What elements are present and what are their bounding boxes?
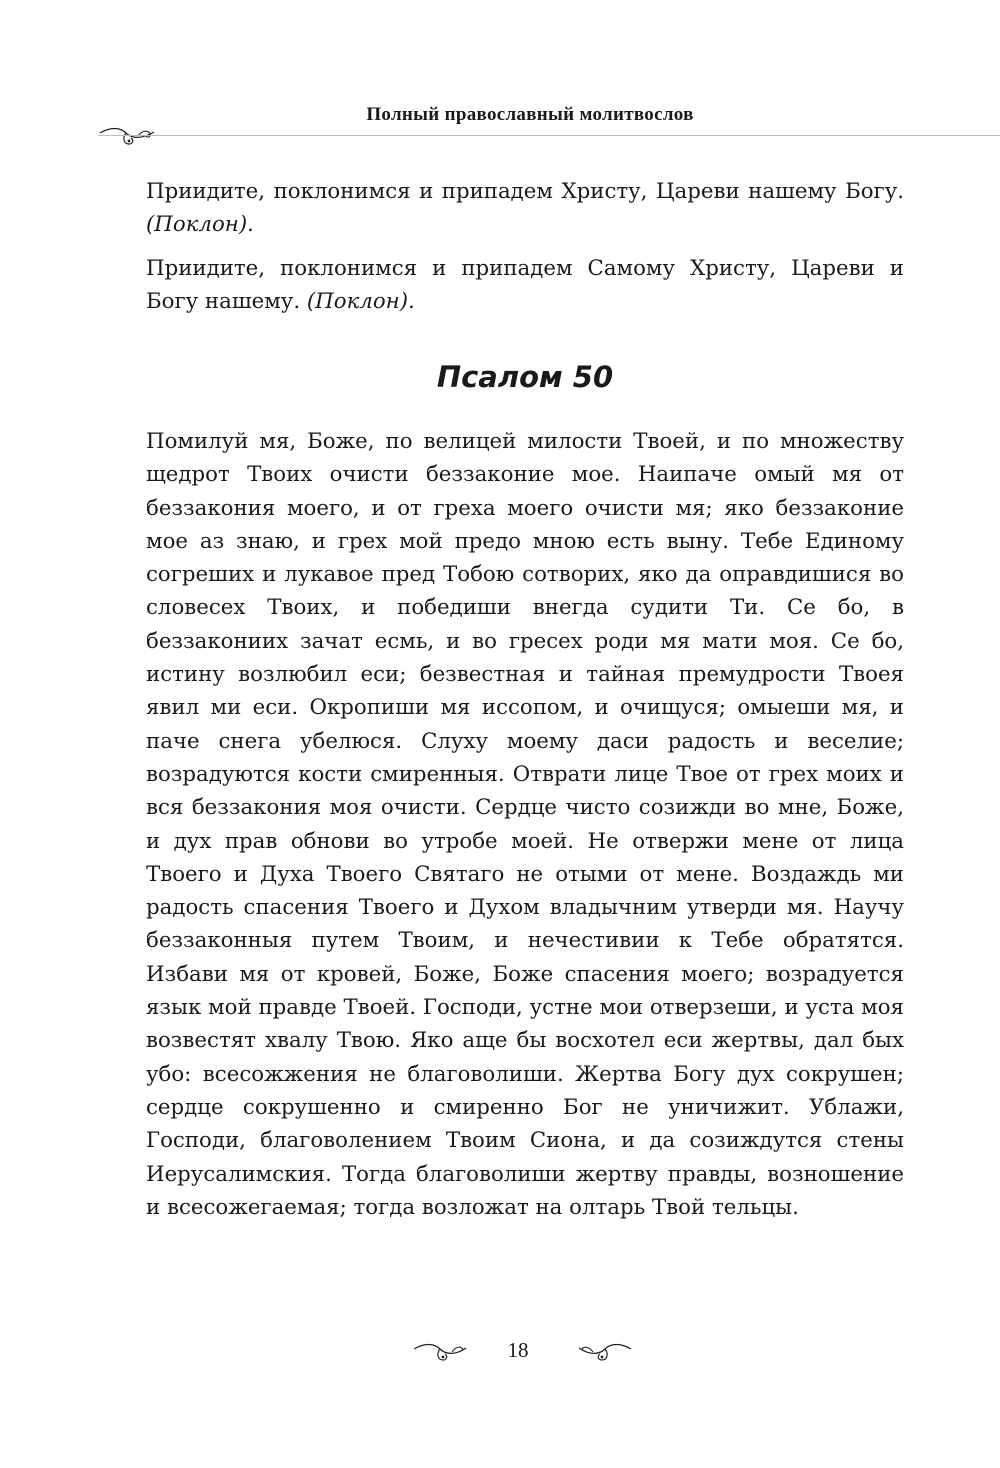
header-rule [98, 135, 1000, 136]
prayer-paragraph [146, 252, 904, 319]
page-number: 18 [507, 1338, 529, 1362]
prayer-paragraph [146, 175, 904, 242]
psalm-heading: Псалом 50 [436, 360, 614, 394]
prayer-note: (Поклон). [306, 289, 415, 315]
prayer-note: (Поклон). [146, 212, 254, 238]
flourish-icon [412, 1339, 468, 1365]
flourish-icon [98, 124, 158, 150]
psalm-body: Помилуй мя, Боже, по велицей милости Твоей, и по множеству щедрот Твоих очисти беззаконие мое. Наипаче омый мя от беззакония моего, и от греха моего очисти мя; яко беззаконие мое аз знаю, и грех мой предо мною есть выну. Тебе Единому согреших и лукавое пред Тобою сотворих, яко да оправдишися во словесех Твоих, и победиши внегда судити Ти. Се бо, в беззакониих зачат есмь, и во гресех роди мя мати моя. Се бо, истину возлюбил еси; безвестная и тайная премудрости Твоея явил ми еси. Окропиши мя иссопом, и очищуся; омыеши мя, и паче снега убелюся. Слуху моему даси радость и веселие; возрадуются кости смиренныя. Отврати лице Твое от грех моих и вся беззакония моя очисти. Сердце чисто созижди во мне, Боже, и дух прав обнови во утробе моей. Не отвержи мене от лица Твоего и Духа Твоего Святаго не отыми от мене. Воздаждь ми радость спасения Твоего и Духом владычним утверди мя. Научу беззаконныя путем Твоим, и нечестивии к Тебе обратятся. Избави мя от кровей, Боже, Боже спасения моего; возрадуется язык мой правде Твоей. Господи, устне мои отверзеши, и уста моя возвестят хвалу Твою. Яко аще бы восхотел еси жертвы, дал бых убо: всесожжения не благоволиши. Жертва Богу дух сокрушен; сердце сокрушенно и смиренно Бог не уничижит. Ублажи, Господи, благоволением Твоим Сиона, и да созиждутся стены Иерусалимския. Тогда благоволиши жертву правды, возношение и всесожегаемая; тогда возложат на олтарь Твой тельцы. [146, 429, 904, 1220]
flourish-icon [577, 1339, 633, 1365]
prayer-text: Приидите, поклонимся и припадем Христу, Цареви нашему Богу. [146, 179, 904, 204]
running-header-title: Полный православный молитвослов [366, 104, 694, 125]
prayer-text: Приидите, поклонимся и припадем Самому Христу, Цареви и Богу нашему. [146, 256, 904, 315]
